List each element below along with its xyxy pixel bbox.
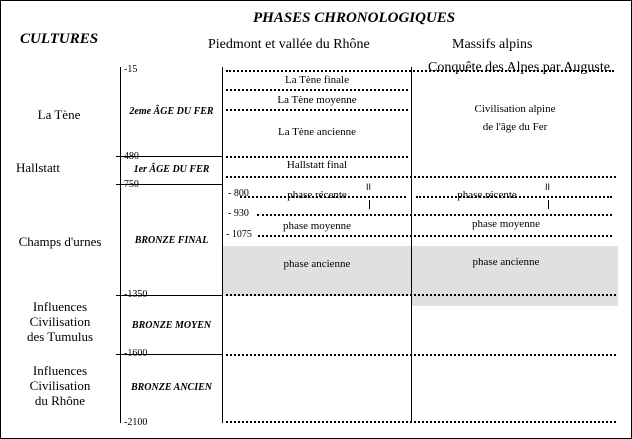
alpes-phase-ancienne: phase ancienne [472, 256, 540, 268]
age-bronze-final: BRONZE FINAL [134, 235, 209, 246]
rhone-column-right-border [411, 67, 412, 423]
dotted-line-hallstatt-final [226, 176, 616, 178]
rhone-tene-moyenne: La Tène moyenne [277, 94, 357, 106]
alpes-phase-recente: phase récente [457, 189, 517, 201]
culture-tumulus-line-2: Civilisation [29, 314, 91, 329]
dotted-line-930 [257, 214, 612, 216]
alpes-subphase-tick [548, 200, 549, 209]
alpes-subphase-mark: II [545, 182, 551, 192]
tick-label-750: - 750 [118, 179, 139, 190]
column-heading-alpes: Massifs alpins [452, 37, 533, 52]
alpes-civilisation-line-1: Civilisation alpine [474, 103, 556, 115]
rhone-tene-ancienne: La Tène ancienne [278, 126, 356, 138]
tick-label-1075: - 1075 [226, 229, 252, 240]
culture-rhone-line-3: du Rhône [34, 393, 86, 408]
dotted-line-1350 [226, 294, 616, 296]
rhone-phase-ancienne: phase ancienne [283, 258, 351, 270]
age-fer-1: 1er ÂGE DU FER [133, 164, 210, 175]
tick-label-15: -15 [124, 64, 138, 75]
alpes-phase-moyenne: phase moyenne [471, 218, 541, 230]
rhone-subphase-tick [369, 200, 370, 209]
tick-label-2100: -2100 [124, 417, 148, 428]
rhone-phase-moyenne: phase moyenne [282, 220, 352, 232]
rhone-subphase-mark: II [366, 182, 372, 192]
rhone-phase-recente: phase récente [287, 189, 347, 201]
culture-tumulus-line-3: des Tumulus [26, 329, 94, 344]
rhone-hallstatt-final: Hallstatt final [286, 159, 348, 171]
dotted-line-1600 [226, 354, 616, 356]
dotted-line-1075 [258, 235, 612, 237]
dotted-line-480 [226, 156, 408, 158]
dotted-line-tene-finale [226, 89, 408, 91]
tick-label-1600: -1600 [124, 348, 148, 359]
dotted-line-tene-moyenne [226, 109, 408, 111]
culture-la-tene: La Tène [37, 107, 81, 122]
alpes-phase-ancienne-band [412, 246, 618, 306]
alpes-conquete: Conquête des Alpes par Auguste [428, 60, 610, 75]
age-bronze-ancien: BRONZE ANCIEN [130, 382, 213, 393]
culture-rhone-line-2: Civilisation [29, 378, 91, 393]
culture-rhone-line-1: Influences [32, 363, 88, 378]
age-fer-2: 2eme ÂGE DU FER [129, 106, 214, 117]
culture-hallstatt: Hallstatt [15, 160, 61, 175]
tick-label-1350: -1350 [124, 289, 148, 300]
cultures-heading: CULTURES [20, 31, 99, 47]
column-heading-rhone: Piedmont et vallée du Rhône [208, 37, 370, 52]
dotted-line-2100 [226, 421, 616, 423]
alpes-civilisation-line-2: de l'âge du Fer [482, 121, 548, 133]
tick-label-800: - 800 [228, 188, 249, 199]
age-bronze-moyen: BRONZE MOYEN [131, 320, 212, 331]
culture-champs-d-urnes: Champs d'urnes [18, 234, 102, 249]
diagram-title: PHASES CHRONOLOGIQUES [253, 10, 456, 26]
tick-label-480: - 480 [118, 151, 139, 162]
tick-label-930: - 930 [228, 208, 249, 219]
ages-column-right-border [222, 67, 223, 423]
culture-tumulus-line-1: Influences [32, 299, 88, 314]
rhone-tene-finale: La Tène finale [285, 74, 349, 86]
rhone-phase-ancienne-band [223, 246, 411, 296]
